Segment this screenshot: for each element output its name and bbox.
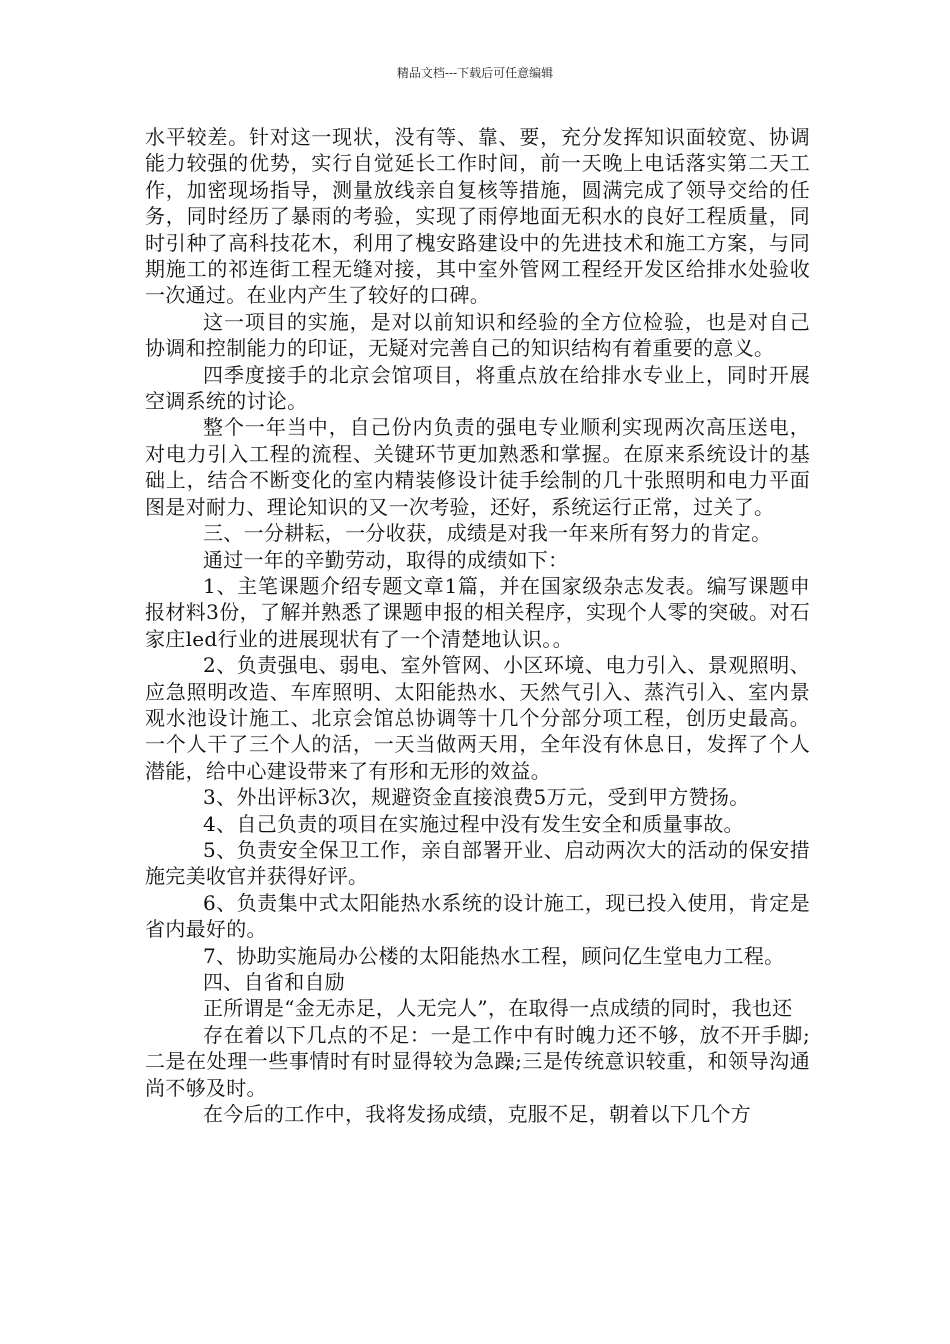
list-item-1: 1、主笔课题介绍专题文章1篇，并在国家级杂志发表。编写课题申报材料3份，了解并熟悉了课题申报的相关程序，实现个人零的突破。对石家庄led行业的进展现状有了一个清楚地认识。。 bbox=[145, 573, 810, 651]
list-item-7: 7、协助实施局办公楼的太阳能热水工程，顾问亿生堂电力工程。 bbox=[203, 943, 785, 968]
list-item-4: 4、自己负责的项目在实施过程中没有发生安全和质量事故。 bbox=[203, 811, 744, 836]
paragraph-2: 这一项目的实施，是对以前知识和经验的全方位检验，也是对自己协调和控制能力的印证，无疑对完善自己的知识结构有着重要的意义。 bbox=[145, 309, 810, 361]
section-heading-self-reflection: 四、自省和自励 bbox=[203, 970, 346, 994]
list-item-2: 2、负责强电、弱电、室外管网、小区环境、电力引入、景观照明、应急照明改造、车库照明、太阳能热水、天然气引入、蒸汽引入、室内景观水池设计施工、北京会馆总协调等十几个分部分项工程，创历史最高。一个人干了三个人的活，一天当做两天用，全年没有休息日，发挥了个人潜能，给中心建设带来了有形和无形的效益。 bbox=[145, 653, 810, 783]
list-item-6: 6、负责集中式太阳能热水系统的设计施工，现已投入使用，肯定是省内最好的。 bbox=[145, 890, 810, 942]
paragraph-15: 正所谓是“金无赤足，人无完人”，在取得一点成绩的同时，我也还 bbox=[203, 996, 793, 1021]
paragraph-1: 水平较差。针对这一现状，没有等、靠、要，充分发挥知识面较宽、协调能力较强的优势，实行自觉延长工作时间，前一天晚上电话落实第二天工作，加密现场指导，测量放线亲自复核等措施，圆满完成了领导交给的任务，同时经历了暴雨的考验，实现了雨停地面无积水的良好工程质量，同时引种了高科技花木，利用了槐安路建设中的先进技术和施工方案，与同期施工的祁连街工程无缝对接，其中室外管网工程经开发区给排水处验收一次通过。在业内产生了较好的口碑。 bbox=[145, 125, 810, 308]
paragraph-17: 在今后的工作中，我将发扬成绩，克服不足，朝着以下几个方 bbox=[203, 1102, 752, 1127]
section-heading-achievements: 三、一分耕耘，一分收获，成绩是对我一年来所有努力的肯定。 bbox=[203, 521, 772, 546]
paragraph-4: 整个一年当中，自己份内负责的强电专业顺利实现两次高压送电，对电力引入工程的流程、关键环节更加熟悉和掌握。在原来系统设计的基础上，结合不断变化的室内精装修设计徒手绘制的几十张照明和电力平面图是对耐力、理论知识的又一次考验，还好，系统运行正常，过关了。 bbox=[145, 415, 810, 519]
document-body bbox=[145, 124, 810, 1127]
list-item-3: 3、外出评标3次，规避资金直接浪费5万元，受到甲方赞扬。 bbox=[203, 785, 750, 810]
list-item-5: 5、负责安全保卫工作，亲自部署开业、启动两次大的活动的保安措施完美收官并获得好评。 bbox=[145, 837, 810, 889]
page-header: 精品文档---下载后可任意编辑 bbox=[396, 66, 554, 80]
paragraph-16: 存在着以下几点的不足：一是工作中有时魄力还不够，放不开手脚;二是在处理一些事情时有时显得较为急躁;三是传统意识较重，和领导沟通尚不够及时。 bbox=[145, 1022, 810, 1100]
paragraph-3: 四季度接手的北京会馆项目，将重点放在给排水专业上，同时开展空调系统的讨论。 bbox=[145, 362, 810, 414]
paragraph-6: 通过一年的辛勤劳动，取得的成绩如下： bbox=[203, 547, 569, 572]
